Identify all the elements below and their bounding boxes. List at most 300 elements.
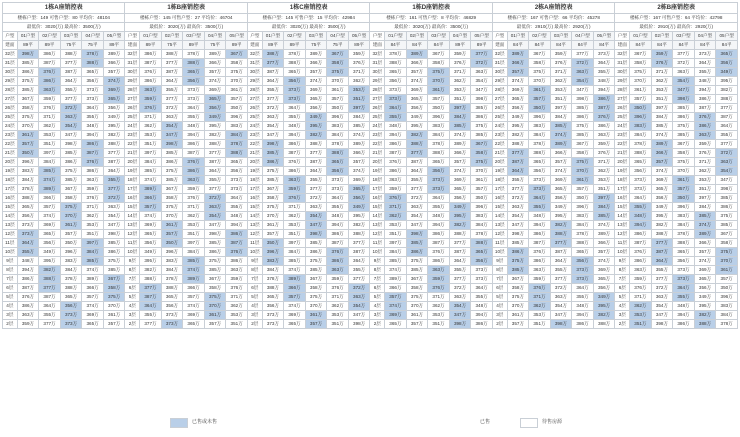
- unit-cell: 374万: [449, 167, 471, 176]
- floor-label: 23层: [370, 131, 385, 140]
- unit-cell: 388万: [471, 239, 493, 248]
- unit-cell: 387万: [39, 59, 61, 68]
- unit-cell: 354万: [716, 167, 738, 176]
- unit-cell: 353万: [226, 311, 248, 320]
- unit-cell: 355万: [60, 86, 82, 95]
- unit-cell: 364万: [82, 104, 104, 113]
- unit-cell: 365万: [284, 68, 306, 77]
- unit-cell: 369万: [39, 221, 61, 230]
- floor-label: 16层: [492, 194, 507, 203]
- unit-cell: 395万: [39, 257, 61, 266]
- unit-cell: 386万: [60, 158, 82, 167]
- unit-cell: 389万: [140, 185, 162, 194]
- unit-column-header: 02户型: [529, 32, 551, 41]
- unit-cell: 374万: [406, 77, 428, 86]
- unit-cell: 384万: [60, 266, 82, 275]
- floor-label: 12层: [3, 230, 18, 239]
- unit-cell: 366万: [550, 149, 572, 158]
- unit-cell: 356万: [305, 104, 327, 113]
- unit-cell: 373万: [161, 311, 183, 320]
- unit-cell: 369万: [449, 176, 471, 185]
- unit-cell: 388万: [60, 50, 82, 59]
- floor-label: 26层: [615, 104, 630, 113]
- unit-cell: 372万: [60, 104, 82, 113]
- unit-cell: 385万: [39, 167, 61, 176]
- unit-cell: 369万: [82, 311, 104, 320]
- unit-cell: 375万: [716, 248, 738, 257]
- unit-cell: 362万: [39, 122, 61, 131]
- unit-cell: 355万: [183, 113, 205, 122]
- unit-cell: 349万: [651, 203, 673, 212]
- unit-cell: 395万: [348, 212, 370, 221]
- unit-cell: 385万: [60, 176, 82, 185]
- unit-cell: 365万: [651, 185, 673, 194]
- block-price-range: 最低价：3020(万) 最高价：3500(万): [370, 23, 492, 32]
- unit-cell: 358万: [305, 284, 327, 293]
- floor-row: [3, 50, 738, 59]
- unit-cell: 365万: [284, 320, 306, 329]
- unit-cell: 365万: [385, 68, 407, 77]
- unit-cell: 364万: [305, 167, 327, 176]
- unit-cell: 373万: [284, 86, 306, 95]
- unit-cell: 384万: [593, 203, 615, 212]
- unit-cell: 366万: [284, 284, 306, 293]
- floor-label: 25层: [370, 113, 385, 122]
- floor-label: 8层: [370, 266, 385, 275]
- unit-cell: 385万: [305, 239, 327, 248]
- unit-area: 75平: [82, 41, 104, 50]
- floor-label: 15层: [3, 203, 18, 212]
- unit-cell: 377万: [550, 275, 572, 284]
- unit-cell: 373万: [82, 86, 104, 95]
- unit-cell: 395万: [593, 302, 615, 311]
- floor-label: 11层: [247, 239, 262, 248]
- unit-cell: 363万: [593, 131, 615, 140]
- floor-label: 30层: [492, 68, 507, 77]
- unit-cell: 365万: [183, 320, 205, 329]
- floor-row: [3, 140, 738, 149]
- unit-cell: 362万: [226, 302, 248, 311]
- unit-cell: 371万: [449, 68, 471, 77]
- unit-cell: 365万: [140, 230, 162, 239]
- unit-cell: 357万: [327, 95, 349, 104]
- unit-cell: 371万: [651, 68, 673, 77]
- unit-cell: 365万: [204, 95, 226, 104]
- unit-cell: 376万: [284, 194, 306, 203]
- floor-label: 18层: [125, 176, 140, 185]
- floor-label: 26层: [3, 104, 18, 113]
- unit-cell: 385万: [593, 212, 615, 221]
- unit-cell: 357万: [305, 320, 327, 329]
- unit-cell: 361万: [17, 131, 39, 140]
- unit-cell: 398万: [716, 185, 738, 194]
- unit-cell: 349万: [449, 203, 471, 212]
- unit-cell: 359万: [183, 185, 205, 194]
- unit-cell: 396万: [161, 248, 183, 257]
- unit-cell: 355万: [471, 293, 493, 302]
- floor-row: [3, 221, 738, 230]
- unit-cell: 394万: [385, 131, 407, 140]
- unit-cell: 361万: [406, 311, 428, 320]
- unit-cell: 374万: [694, 221, 716, 230]
- unit-cell: 364万: [140, 302, 162, 311]
- unit-cell: 358万: [161, 194, 183, 203]
- unit-cell: 385万: [140, 167, 162, 176]
- unit-cell: 378万: [572, 230, 594, 239]
- unit-cell: 357万: [716, 275, 738, 284]
- unit-cell: 384万: [262, 266, 284, 275]
- unit-cell: 353万: [82, 221, 104, 230]
- unit-cell: 370万: [507, 302, 529, 311]
- unit-cell: 349万: [348, 203, 370, 212]
- unit-cell: 348万: [572, 302, 594, 311]
- unit-cell: 386万: [161, 158, 183, 167]
- unit-cell: 388万: [572, 239, 594, 248]
- unit-cell: 349万: [103, 113, 125, 122]
- unit-cell: 347万: [673, 86, 695, 95]
- unit-cell: 377万: [651, 275, 673, 284]
- unit-cell: 354万: [305, 212, 327, 221]
- floor-label: 9层: [492, 257, 507, 266]
- unit-cell: 375万: [507, 257, 529, 266]
- unit-cell: 385万: [572, 131, 594, 140]
- unit-cell: 366万: [507, 59, 529, 68]
- legend: [0, 414, 740, 434]
- floor-label: 19层: [3, 167, 18, 176]
- unit-cell: 357万: [103, 320, 125, 329]
- unit-cell: 383万: [630, 122, 652, 131]
- floor-label: 22层: [370, 140, 385, 149]
- unit-cell: 358万: [673, 149, 695, 158]
- unit-cell: 373万: [183, 95, 205, 104]
- unit-cell: 398万: [161, 140, 183, 149]
- unit-cell: 374万: [593, 257, 615, 266]
- floor-label: 14层: [3, 212, 18, 221]
- floor-label: 19层: [492, 167, 507, 176]
- unit-cell: 374万: [694, 257, 716, 266]
- unit-cell: 383万: [161, 257, 183, 266]
- unit-cell: 357万: [82, 293, 104, 302]
- unit-cell: 361万: [572, 176, 594, 185]
- unit-cell: 374万: [284, 302, 306, 311]
- unit-cell: 350万: [572, 194, 594, 203]
- unit-area: 89平: [284, 41, 306, 50]
- unit-cell: 387万: [529, 239, 551, 248]
- unit-cell: 375万: [262, 167, 284, 176]
- unit-cell: 376万: [327, 248, 349, 257]
- unit-cell: 363万: [673, 68, 695, 77]
- floor-label: 21层: [615, 149, 630, 158]
- unit-cell: 353万: [140, 131, 162, 140]
- unit-cell: 385万: [161, 176, 183, 185]
- unit-cell: 394万: [572, 311, 594, 320]
- unit-cell: 382万: [305, 131, 327, 140]
- unit-cell: 354万: [60, 122, 82, 131]
- unit-cell: 349万: [39, 248, 61, 257]
- block-title: 1栋B座销控表: [125, 3, 247, 14]
- floor-label: 30层: [615, 68, 630, 77]
- unit-cell: 356万: [385, 77, 407, 86]
- unit-cell: 358万: [471, 149, 493, 158]
- unit-cell: 376万: [593, 113, 615, 122]
- unit-cell: 357万: [204, 68, 226, 77]
- unit-cell: 365万: [471, 248, 493, 257]
- unit-cell: 365万: [17, 203, 39, 212]
- unit-cell: 364万: [204, 167, 226, 176]
- unit-cell: 365万: [60, 293, 82, 302]
- unit-cell: 363万: [60, 113, 82, 122]
- unit-cell: 355万: [673, 293, 695, 302]
- unit-cell: 383万: [673, 212, 695, 221]
- unit-cell: 353万: [428, 311, 450, 320]
- unit-cell: 377万: [449, 275, 471, 284]
- unit-cell: 353万: [630, 311, 652, 320]
- unit-cell: 388万: [82, 59, 104, 68]
- floor-row: [3, 185, 738, 194]
- unit-cell: 378万: [428, 140, 450, 149]
- unit-cell: 376万: [630, 248, 652, 257]
- floor-label: 16层: [125, 194, 140, 203]
- floor-label: 17层: [615, 185, 630, 194]
- unit-cell: 377万: [60, 95, 82, 104]
- unit-cell: 397万: [348, 104, 370, 113]
- unit-cell: 365万: [305, 95, 327, 104]
- unit-cell: 365万: [385, 320, 407, 329]
- unit-cell: 355万: [593, 68, 615, 77]
- unit-cell: 363万: [284, 176, 306, 185]
- floor-label: 31层: [3, 59, 18, 68]
- unit-cell: 396万: [572, 203, 594, 212]
- floor-label: 18层: [615, 176, 630, 185]
- unit-cell: 396万: [262, 248, 284, 257]
- unit-cell: 384万: [17, 176, 39, 185]
- floor-label: 17层: [125, 185, 140, 194]
- unit-cell: 378万: [284, 50, 306, 59]
- unit-cell: 366万: [694, 239, 716, 248]
- unit-cell: 367万: [60, 185, 82, 194]
- unit-cell: 351万: [348, 95, 370, 104]
- unit-cell: 350万: [60, 239, 82, 248]
- unit-cell: 386万: [428, 257, 450, 266]
- unit-column-header: 04户型: [82, 32, 104, 41]
- unit-cell: 373万: [161, 320, 183, 329]
- floor-label: 31层: [247, 59, 262, 68]
- unit-cell: 355万: [39, 311, 61, 320]
- unit-cell: 355万: [305, 176, 327, 185]
- unit-cell: 357万: [60, 230, 82, 239]
- unit-cell: 371万: [348, 68, 370, 77]
- unit-cell: 386万: [39, 77, 61, 86]
- unit-cell: 384万: [471, 221, 493, 230]
- floor-label: 4层: [247, 302, 262, 311]
- unit-cell: 357万: [348, 158, 370, 167]
- unit-cell: 361万: [226, 86, 248, 95]
- floor-label: 18层: [247, 176, 262, 185]
- unit-cell: 373万: [471, 275, 493, 284]
- unit-area: 84平: [593, 41, 615, 50]
- unit-cell: 375万: [262, 203, 284, 212]
- unit-cell: 376万: [140, 68, 162, 77]
- unit-cell: 357万: [140, 203, 162, 212]
- unit-cell: 375万: [17, 113, 39, 122]
- unit-cell: 377万: [140, 320, 162, 329]
- unit-cell: 398万: [204, 230, 226, 239]
- unit-area: 89平: [226, 41, 248, 50]
- floor-label: 26层: [247, 104, 262, 113]
- unit-cell: 357万: [593, 248, 615, 257]
- unit-cell: 369万: [385, 311, 407, 320]
- unit-cell: 363万: [17, 311, 39, 320]
- unit-cell: 385万: [60, 149, 82, 158]
- floor-row: [3, 230, 738, 239]
- unit-cell: 372万: [406, 194, 428, 203]
- floor-label: 5层: [125, 293, 140, 302]
- unit-cell: 382万: [140, 266, 162, 275]
- unit-cell: 375万: [161, 203, 183, 212]
- row-label-area: 建面: [3, 41, 18, 50]
- unit-cell: 362万: [529, 302, 551, 311]
- unit-cell: 374万: [593, 221, 615, 230]
- unit-column-header: 04户型: [449, 32, 471, 41]
- unit-area: 84平: [428, 41, 450, 50]
- floor-row: [3, 68, 738, 77]
- unit-cell: 387万: [140, 59, 162, 68]
- floor-row: [3, 158, 738, 167]
- floor-label: 4层: [492, 302, 507, 311]
- unit-cell: 382万: [694, 311, 716, 320]
- unit-area: 89平: [183, 41, 205, 50]
- floor-label: 19层: [370, 167, 385, 176]
- unit-cell: 356万: [60, 302, 82, 311]
- unit-cell: 350万: [428, 104, 450, 113]
- unit-cell: 361万: [428, 86, 450, 95]
- floor-label: 32层: [370, 50, 385, 59]
- floor-label: 12层: [370, 230, 385, 239]
- unit-cell: 350万: [471, 194, 493, 203]
- floor-label: 32层: [125, 50, 140, 59]
- unit-cell: 395万: [507, 122, 529, 131]
- unit-cell: 353万: [593, 176, 615, 185]
- unit-cell: 362万: [183, 212, 205, 221]
- unit-cell: 373万: [428, 185, 450, 194]
- unit-cell: 371万: [428, 293, 450, 302]
- unit-cell: 383万: [226, 122, 248, 131]
- floor-label: 6层: [370, 284, 385, 293]
- unit-cell: 389万: [507, 50, 529, 59]
- floor-label: 17层: [370, 185, 385, 194]
- unit-cell: 365万: [630, 158, 652, 167]
- unit-column-header: 02户型: [651, 32, 673, 41]
- unit-cell: 386万: [673, 320, 695, 329]
- unit-cell: 388万: [183, 59, 205, 68]
- unit-cell: 387万: [449, 248, 471, 257]
- unit-cell: 378万: [17, 185, 39, 194]
- unit-cell: 349万: [694, 293, 716, 302]
- unit-cell: 388万: [507, 140, 529, 149]
- unit-cell: 376万: [694, 113, 716, 122]
- unit-cell: 355万: [348, 266, 370, 275]
- unit-cell: 367万: [204, 275, 226, 284]
- unit-cell: 394万: [82, 131, 104, 140]
- unit-cell: 355万: [204, 176, 226, 185]
- unit-cell: 384万: [673, 221, 695, 230]
- unit-cell: 361万: [716, 266, 738, 275]
- unit-cell: 355万: [406, 176, 428, 185]
- unit-cell: 356万: [103, 104, 125, 113]
- unit-cell: 371万: [140, 113, 162, 122]
- unit-cell: 348万: [529, 212, 551, 221]
- unit-cell: 383万: [428, 122, 450, 131]
- unit-cell: 356万: [507, 104, 529, 113]
- unit-cell: 376万: [183, 158, 205, 167]
- unit-cell: 387万: [550, 248, 572, 257]
- floor-label: 24层: [3, 122, 18, 131]
- unit-cell: 384万: [716, 311, 738, 320]
- unit-cell: 388万: [673, 239, 695, 248]
- floor-label: 15层: [247, 203, 262, 212]
- unit-cell: 386万: [471, 320, 493, 329]
- unit-cell: 375万: [60, 203, 82, 212]
- floor-label: 14层: [247, 212, 262, 221]
- unit-cell: 366万: [385, 284, 407, 293]
- unit-column-header: 03户型: [428, 32, 450, 41]
- block-info: 楼栋户型：167 可售户型：64 平均价：42798: [615, 14, 738, 23]
- unit-cell: 388万: [262, 50, 284, 59]
- unit-cell: 372万: [449, 284, 471, 293]
- floor-label: 5层: [615, 293, 630, 302]
- unit-cell: 365万: [103, 95, 125, 104]
- unit-cell: 370万: [327, 77, 349, 86]
- row-label-area: 建面: [615, 41, 630, 50]
- unit-cell: 358万: [507, 284, 529, 293]
- unit-cell: 361万: [630, 86, 652, 95]
- unit-cell: 364万: [716, 122, 738, 131]
- unit-cell: 376万: [630, 284, 652, 293]
- unit-cell: 372万: [550, 284, 572, 293]
- floor-label: 14层: [125, 212, 140, 221]
- unit-cell: 376万: [82, 158, 104, 167]
- unit-cell: 373万: [428, 176, 450, 185]
- unit-cell: 386万: [630, 230, 652, 239]
- unit-cell: 349万: [406, 113, 428, 122]
- unit-cell: 370万: [17, 122, 39, 131]
- unit-cell: 389万: [406, 50, 428, 59]
- unit-cell: 383万: [17, 167, 39, 176]
- floor-label: 30层: [247, 68, 262, 77]
- unit-cell: 370万: [716, 257, 738, 266]
- unit-column-header: 02户型: [284, 32, 306, 41]
- block-info: 楼栋户型：161 可售户型：8 平均价：46829: [370, 14, 492, 23]
- unit-cell: 366万: [103, 59, 125, 68]
- unit-cell: 386万: [694, 122, 716, 131]
- unit-cell: 356万: [716, 59, 738, 68]
- floor-label: 14层: [492, 212, 507, 221]
- unit-cell: 355万: [550, 266, 572, 275]
- unit-cell: 388万: [529, 149, 551, 158]
- unit-column-header: 03户型: [305, 32, 327, 41]
- unit-cell: 365万: [262, 293, 284, 302]
- floor-label: 21层: [492, 149, 507, 158]
- unit-area: 75平: [204, 41, 226, 50]
- unit-cell: 378万: [60, 275, 82, 284]
- unit-cell: 371万: [593, 158, 615, 167]
- unit-cell: 355万: [226, 203, 248, 212]
- unit-cell: 369万: [204, 86, 226, 95]
- floor-row: [3, 131, 738, 140]
- unit-cell: 386万: [103, 248, 125, 257]
- unit-cell: 348万: [694, 77, 716, 86]
- unit-cell: 397万: [82, 239, 104, 248]
